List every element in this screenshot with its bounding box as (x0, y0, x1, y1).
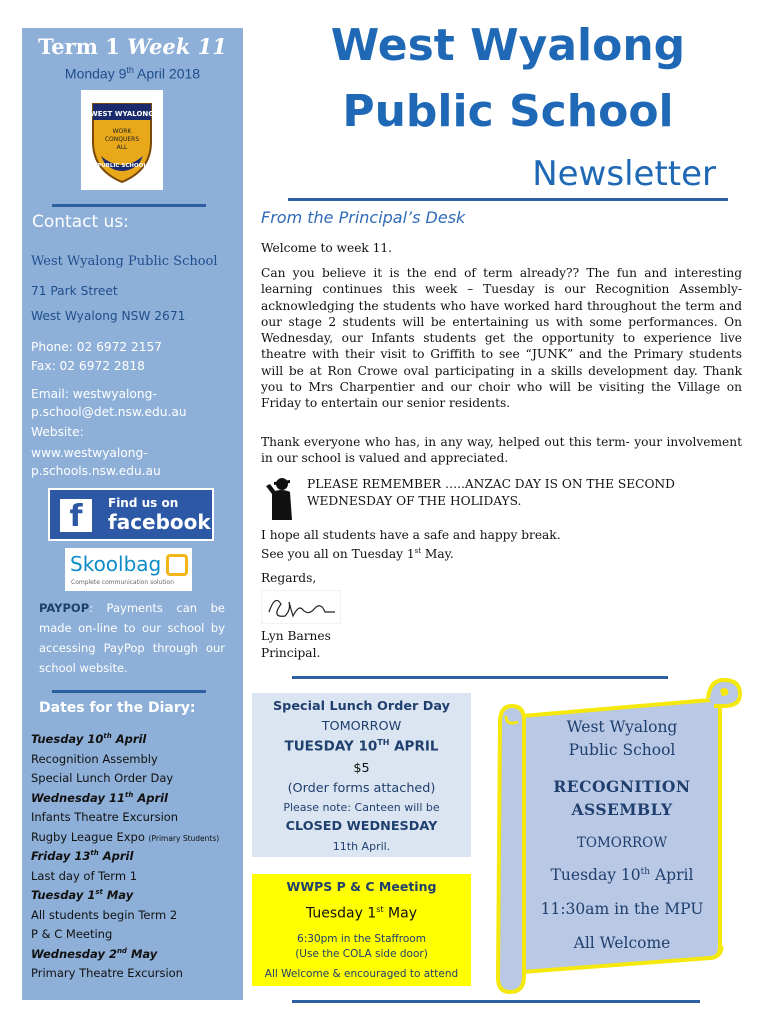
lunch-closed: CLOSED WEDNESDAY (285, 819, 438, 834)
pc-title: WWPS P & C Meeting (286, 879, 437, 894)
pc-time: 6:30pm in the Staffroom (297, 933, 426, 945)
diary-heading: Dates for the Diary: (39, 700, 196, 716)
contact-email-2[interactable]: p.school@det.nsw.edu.au (31, 405, 187, 419)
principal-see-you: See you all on Tuesday 1st May. (261, 547, 454, 562)
skoolbag-tagline: Complete communication solution (71, 579, 174, 586)
pc-date: Tuesday 1st May (305, 905, 418, 922)
contact-website-label: Website: (31, 425, 84, 439)
crest-motto-3: ALL (116, 144, 128, 151)
principal-hope: I hope all students have a safe and happy break. (261, 528, 561, 542)
sidebar-divider-2 (52, 690, 206, 693)
lunch-forms: (Order forms attached) (287, 781, 436, 796)
diary-event: P & C Meeting (31, 927, 113, 941)
crest-motto-2: CONQUERS (104, 136, 140, 143)
assembly-title-1: RECOGNITION (553, 777, 691, 796)
assembly-time: 11:30am in the MPU (540, 900, 704, 918)
diary-event: Recognition Assembly (31, 751, 158, 766)
diary-date: Tuesday 1st May (31, 888, 134, 902)
assembly-title-2: ASSEMBLY (571, 800, 673, 819)
masthead-line-1: West Wyalong (330, 20, 686, 71)
skoolbag-button[interactable] (65, 548, 192, 591)
diary-event: Last day of Term 1 (31, 868, 138, 883)
facebook-big-label: facebook (108, 510, 211, 534)
principal-regards: Regards, (261, 571, 317, 585)
diary-date: Friday 13th April (31, 849, 134, 863)
term-week: Term 1 Week 11 (38, 34, 227, 59)
contact-website-2[interactable]: p.schools.nsw.edu.au (31, 464, 161, 478)
assembly-school-2: Public School (568, 741, 676, 759)
skoolbag-name: Skoolbag (70, 552, 162, 576)
lunch-order-box (252, 693, 471, 857)
diary-list (31, 732, 239, 986)
principal-welcome: Welcome to week 11. (261, 241, 393, 255)
crest-motto-1: WORK (112, 128, 132, 135)
facebook-icon: f (60, 499, 92, 532)
principal-signature (261, 590, 341, 624)
contact-school-name: West Wyalong Public School (31, 254, 218, 269)
masthead-newsletter: Newsletter (532, 154, 716, 194)
principal-title: Principal. (261, 646, 321, 660)
assembly-date: Tuesday 10th April (550, 866, 694, 884)
lunch-note: Please note: Canteen will be (283, 801, 440, 814)
diary-date: Wednesday 2nd May (31, 946, 158, 961)
contact-email-1: Email: westwyalong- (31, 387, 157, 401)
contact-town: West Wyalong NSW 2671 (31, 309, 186, 323)
diary-event: Primary Theatre Excursion (31, 966, 183, 980)
diary-date: Tuesday 10th April (31, 732, 147, 746)
assembly-when: TOMORROW (576, 835, 668, 851)
assembly-school-1: West Wyalong (566, 718, 678, 736)
principal-paragraph: Can you believe it is the end of term already?? The fun and interesting learning continues this week – Tuesday is our Recognition Assembly- acknowledging the students who have worked hard throughout the term and our stage 2 students will be entertaining us with some performances. On Wednesday, our Infants students get the opportunity to experience live theatre with their visit to Griffith to see “JUNK” and the Primary students will be at Ron Crowe oval participating in a skills development day. Thank you to Mrs Charpentier and our choir who will be visiting the Village on Friday to entertain our senior residents. (261, 266, 742, 411)
school-crest-logo (81, 90, 163, 190)
contact-phone: Phone: 02 6972 2157 (31, 340, 163, 354)
lunch-when: TOMORROW (321, 719, 402, 734)
lunch-closed-date: 11th April. (332, 840, 391, 853)
principal-name: Lyn Barnes (261, 629, 331, 643)
diary-event: Rugby League Expo (Primary Students) (31, 829, 220, 844)
contact-website-1[interactable]: www.westwyalong- (31, 446, 148, 460)
anzac-reminder: PLEASE REMEMBER …..ANZAC DAY IS ON THE SECOND WEDNESDAY OF THE HOLIDAYS. (307, 477, 675, 508)
skoolbag-icon (166, 554, 188, 576)
soldier-silhouette-icon (264, 476, 298, 522)
footer-rule (292, 1000, 700, 1003)
crest-text-bottom: PUBLIC SCHOOL (97, 163, 147, 169)
lunch-date: TUESDAY 10TH APRIL (284, 738, 439, 755)
pc-meeting-box (252, 874, 471, 986)
principal-heading: From the Principal’s Desk (261, 208, 466, 227)
contact-heading: Contact us: (32, 212, 129, 232)
contact-street: 71 Park Street (31, 284, 118, 298)
pc-welcome: All Welcome & encouraged to attend (264, 968, 459, 980)
lunch-title: Special Lunch Order Day (272, 699, 451, 714)
facebook-button[interactable] (48, 488, 214, 541)
assembly-welcome: All Welcome (573, 934, 671, 952)
diary-event: Infants Theatre Excursion (31, 810, 179, 824)
lunch-price: $5 (353, 761, 370, 776)
issue-date: Monday 9th April 2018 (64, 65, 201, 82)
principal-thanks: Thank everyone who has, in any way, helped out this term- your involvement in our school is valued and appreciated. (261, 435, 742, 466)
facebook-small-label: Find us on (108, 496, 179, 510)
contact-fax: Fax: 02 6972 2818 (31, 359, 145, 373)
crest-text-top: WEST WYALONG (89, 110, 155, 118)
diary-date: Wednesday 11th April (31, 790, 169, 805)
paypop-note: PAYPOP: Payments can be made on-line to our school by accessing PayPop through our school website. (39, 601, 225, 675)
masthead-line-2: Public School (342, 86, 674, 137)
sidebar (22, 28, 243, 1000)
diary-event: All students begin Term 2 (31, 907, 178, 922)
sidebar-divider (52, 204, 206, 207)
masthead-rule (288, 198, 728, 201)
diary-event: Special Lunch Order Day (31, 771, 174, 785)
pc-door: (Use the COLA side door) (295, 948, 428, 960)
